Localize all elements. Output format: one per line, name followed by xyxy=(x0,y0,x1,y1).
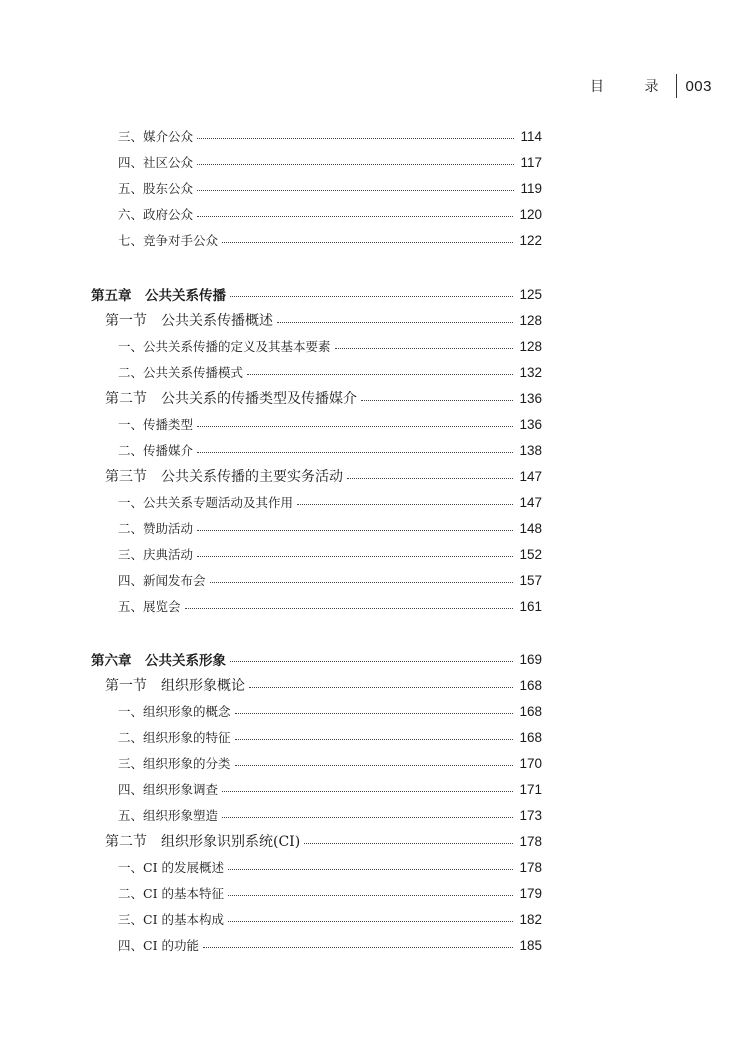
toc-entry-page: 173 xyxy=(519,807,542,823)
toc-entry-label: 五、股东公众 xyxy=(118,181,194,196)
toc-chapter[interactable] xyxy=(91,648,542,670)
dot-leader xyxy=(197,138,514,139)
toc-entry-label: 七、竞争对手公众 xyxy=(118,233,219,248)
toc-entry[interactable] xyxy=(118,726,542,748)
toc-entry[interactable] xyxy=(118,229,542,251)
toc-entry-page: 161 xyxy=(519,598,542,614)
toc-entry-label: 一、公共关系专题活动及其作用 xyxy=(118,495,294,510)
toc-entry-page: 168 xyxy=(519,677,542,693)
toc-entry[interactable] xyxy=(118,361,542,383)
dot-leader xyxy=(335,348,514,349)
toc-entry[interactable] xyxy=(118,804,542,826)
toc-entry[interactable] xyxy=(118,882,542,904)
toc-entry-label: 四、组织形象调查 xyxy=(118,782,219,797)
dot-leader xyxy=(210,582,514,583)
toc-entry-page: 114 xyxy=(520,128,542,144)
toc-entry[interactable] xyxy=(118,491,542,513)
toc-entry[interactable] xyxy=(118,151,542,173)
dot-leader xyxy=(222,242,513,243)
toc-entry[interactable] xyxy=(118,517,542,539)
dot-leader xyxy=(197,426,513,427)
toc-entry-page: 169 xyxy=(519,651,542,667)
toc-entry-page: 120 xyxy=(519,206,542,222)
toc-section-label: 第二节 公共关系的传播类型及传播媒介 xyxy=(105,391,357,407)
toc-entry-label: 三、媒介公众 xyxy=(118,129,194,144)
toc-entry[interactable] xyxy=(118,595,542,617)
dot-leader xyxy=(185,608,514,609)
toc-entry-page: 171 xyxy=(519,781,542,797)
dot-leader xyxy=(228,895,513,896)
toc-entry-page: 178 xyxy=(519,833,542,849)
dot-leader xyxy=(277,322,513,323)
toc-entry-label: 三、庆典活动 xyxy=(118,547,194,562)
toc-chapter-label: 第五章 公共关系传播 xyxy=(91,288,226,304)
toc-entry-page: 179 xyxy=(519,885,542,901)
dot-leader xyxy=(197,530,513,531)
toc-entry-page: 125 xyxy=(519,286,542,302)
toc-entry[interactable] xyxy=(118,413,542,435)
toc-entry-page: 122 xyxy=(519,232,542,248)
dot-leader xyxy=(361,400,513,401)
toc-entry-label: 四、新闻发布会 xyxy=(118,573,206,588)
toc-entry-page: 147 xyxy=(519,494,542,510)
toc-entry-label: 五、组织形象塑造 xyxy=(118,808,219,823)
toc-entry[interactable] xyxy=(118,752,542,774)
toc-entry-page: 147 xyxy=(519,468,542,484)
toc-entry-label: 三、CI 的基本构成 xyxy=(118,912,224,927)
toc-entry-label: 三、组织形象的分类 xyxy=(118,756,231,771)
toc-section[interactable] xyxy=(105,830,542,852)
toc-entry-page: 119 xyxy=(520,180,542,196)
toc-entry-page: 168 xyxy=(519,729,542,745)
toc-entry-label: 四、社区公众 xyxy=(118,155,194,170)
dot-leader xyxy=(249,687,513,688)
toc-entry-page: 138 xyxy=(519,442,542,458)
toc-section[interactable] xyxy=(105,674,542,696)
dot-leader xyxy=(197,452,513,453)
toc-entry-page: 136 xyxy=(519,416,542,432)
toc-section-label: 第一节 公共关系传播概述 xyxy=(105,313,273,329)
toc-chapter[interactable] xyxy=(91,283,542,305)
toc-entry[interactable] xyxy=(118,125,542,147)
dot-leader xyxy=(235,713,514,714)
header-divider xyxy=(676,74,677,98)
toc-entry-page: 148 xyxy=(519,520,542,536)
toc-entry-page: 136 xyxy=(519,390,542,406)
toc-entry[interactable] xyxy=(118,700,542,722)
toc-entry-page: 132 xyxy=(519,364,542,380)
dot-leader xyxy=(197,164,514,165)
dot-leader xyxy=(228,921,513,922)
toc-entry-label: 二、传播媒介 xyxy=(118,443,194,458)
toc-entry[interactable] xyxy=(118,543,542,565)
toc-entry[interactable] xyxy=(118,177,542,199)
running-header xyxy=(590,74,712,98)
toc-entry-label: 二、CI 的基本特征 xyxy=(118,886,224,901)
dot-leader xyxy=(203,947,513,948)
toc-entry[interactable] xyxy=(118,856,542,878)
toc-entry-label: 二、组织形象的特征 xyxy=(118,730,231,745)
toc-entry[interactable] xyxy=(118,335,542,357)
toc-entry-page: 157 xyxy=(519,572,542,588)
dot-leader xyxy=(235,739,514,740)
dot-leader xyxy=(247,374,513,375)
toc-section-label: 第一节 组织形象概论 xyxy=(105,678,245,694)
dot-leader xyxy=(230,296,513,297)
toc-entry-page: 170 xyxy=(519,755,542,771)
toc-section[interactable] xyxy=(105,465,542,487)
toc-entry[interactable] xyxy=(118,569,542,591)
header-page-number: 003 xyxy=(685,77,712,95)
dot-leader xyxy=(297,504,513,505)
toc-section[interactable] xyxy=(105,309,542,331)
dot-leader xyxy=(222,791,513,792)
toc-entry-label: 四、CI 的功能 xyxy=(118,938,199,953)
toc-entry-page: 128 xyxy=(519,312,542,328)
toc-entry-label: 一、组织形象的概念 xyxy=(118,704,231,719)
toc-entry[interactable] xyxy=(118,934,542,956)
dot-leader xyxy=(304,843,513,844)
header-title: 目 录 xyxy=(590,79,677,95)
toc-entry-page: 128 xyxy=(519,338,542,354)
dot-leader xyxy=(197,190,514,191)
toc-section[interactable] xyxy=(105,387,542,409)
toc-section-label: 第二节 组织形象识别系统(CI) xyxy=(105,834,301,850)
toc-entry-label: 六、政府公众 xyxy=(118,207,194,222)
dot-leader xyxy=(235,765,514,766)
toc-entry[interactable] xyxy=(118,439,542,461)
toc-section-label: 第三节 公共关系传播的主要实务活动 xyxy=(105,469,343,485)
dot-leader xyxy=(197,556,513,557)
dot-leader xyxy=(347,478,513,479)
dot-leader xyxy=(197,216,513,217)
toc-entry-label: 一、CI 的发展概述 xyxy=(118,860,224,875)
dot-leader xyxy=(230,661,513,662)
toc-entry-page: 185 xyxy=(519,937,542,953)
toc-entry-page: 117 xyxy=(520,154,542,170)
toc-entry-label: 二、公共关系传播模式 xyxy=(118,365,244,380)
toc-entry-label: 五、展览会 xyxy=(118,599,181,614)
toc-entry-page: 178 xyxy=(519,859,542,875)
toc-entry-page: 168 xyxy=(519,703,542,719)
toc-entry[interactable] xyxy=(118,778,542,800)
toc-entry[interactable] xyxy=(118,203,542,225)
dot-leader xyxy=(222,817,513,818)
toc-entry-label: 一、传播类型 xyxy=(118,417,194,432)
toc-entry-label: 一、公共关系传播的定义及其基本要素 xyxy=(118,339,331,354)
toc-entry-label: 二、赞助活动 xyxy=(118,521,194,536)
toc-chapter-label: 第六章 公共关系形象 xyxy=(91,653,226,669)
toc-entry[interactable] xyxy=(118,908,542,930)
dot-leader xyxy=(228,869,513,870)
toc-entry-page: 182 xyxy=(519,911,542,927)
toc-entry-page: 152 xyxy=(519,546,542,562)
